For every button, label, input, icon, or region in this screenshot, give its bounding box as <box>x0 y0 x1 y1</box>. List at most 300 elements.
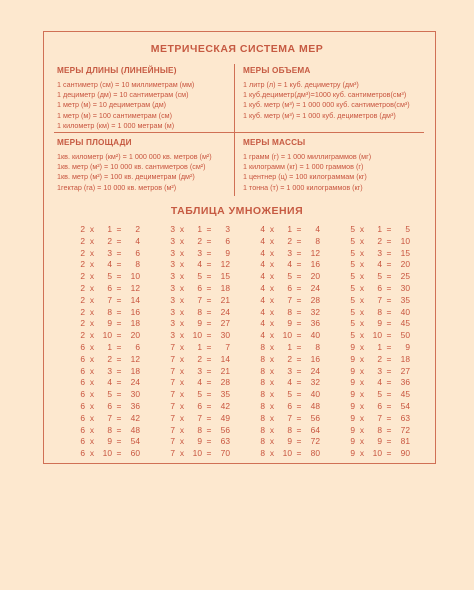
product: 21 <box>220 365 230 376</box>
times-sign: x <box>269 271 275 282</box>
product: 14 <box>130 294 140 305</box>
multiplication-row <box>75 354 140 366</box>
multiplicand: 4 <box>260 271 265 282</box>
multiplication-row <box>255 377 320 389</box>
volume-lines <box>243 80 410 121</box>
multiplicand: 2 <box>80 330 85 341</box>
multiplication-row <box>345 318 410 330</box>
multiplicand: 2 <box>80 306 85 317</box>
multiplier: 8 <box>107 424 112 435</box>
volume-line: 1 литр (л) = 1 куб. дециметру (дм³) <box>243 80 359 89</box>
multiplicand: 8 <box>260 400 265 411</box>
multiplicand: 6 <box>80 342 85 352</box>
multiplier: 6 <box>377 400 382 411</box>
product: 72 <box>310 436 320 447</box>
product: 20 <box>130 330 140 341</box>
multiplicand: 3 <box>170 306 175 317</box>
equals-sign: = <box>296 377 302 388</box>
product: 24 <box>220 306 230 317</box>
multiplication-row <box>165 224 230 236</box>
multiplier: 3 <box>197 365 202 376</box>
equals-sign: = <box>296 271 302 282</box>
equals-sign: = <box>296 400 302 411</box>
multiplication-row <box>345 248 410 260</box>
product: 64 <box>310 424 320 435</box>
multiplication-row <box>75 271 140 283</box>
equals-sign: = <box>206 235 212 246</box>
multiplication-row <box>165 436 230 448</box>
equals-sign: = <box>296 259 302 270</box>
multiplier: 4 <box>107 377 112 388</box>
equals-sign: = <box>206 412 212 423</box>
multiplier: 10 <box>192 330 202 341</box>
multiplier: 3 <box>377 365 382 376</box>
product: 24 <box>310 282 320 293</box>
times-sign: x <box>269 424 275 435</box>
times-sign: x <box>269 247 275 258</box>
product: 28 <box>310 294 320 305</box>
equals-sign: = <box>116 412 122 423</box>
product: 18 <box>400 353 410 364</box>
product: 45 <box>400 318 410 329</box>
length-line: 1 сантиметр (см) = 10 миллиметрам (мм) <box>57 80 195 89</box>
multiplication-row <box>165 401 230 413</box>
multiplier: 8 <box>197 306 202 317</box>
equals-sign: = <box>386 259 392 270</box>
product: 16 <box>310 259 320 270</box>
equals-sign: = <box>116 342 122 352</box>
multiplier: 9 <box>107 436 112 447</box>
multiplier: 10 <box>102 448 112 459</box>
multiplier: 5 <box>107 389 112 400</box>
equals-sign: = <box>386 330 392 341</box>
multiplication-row <box>75 236 140 248</box>
times-sign: x <box>359 389 365 400</box>
multiplier: 6 <box>287 282 292 293</box>
multiplier: 7 <box>107 412 112 423</box>
multiplication-block-7 <box>165 342 230 460</box>
multiplier: 8 <box>377 424 382 435</box>
equals-sign: = <box>296 235 302 246</box>
multiplication-row <box>165 413 230 425</box>
multiplicand: 3 <box>170 330 175 341</box>
multiplicand: 3 <box>170 294 175 305</box>
area-line: 1кв. километр (км²) = 1 000 000 кв. метров (м²) <box>57 152 212 161</box>
product: 35 <box>220 389 230 400</box>
multiplication-row <box>255 295 320 307</box>
multiplier: 2 <box>197 235 202 246</box>
multiplier: 5 <box>107 271 112 282</box>
times-sign: x <box>89 400 95 411</box>
times-sign: x <box>359 235 365 246</box>
multiplicand: 7 <box>170 412 175 423</box>
multiplication-row <box>345 295 410 307</box>
times-sign: x <box>179 365 185 376</box>
product: 54 <box>400 400 410 411</box>
product: 30 <box>130 389 140 400</box>
product: 18 <box>130 318 140 329</box>
equals-sign: = <box>386 224 392 234</box>
multiplication-row <box>255 283 320 295</box>
equals-sign: = <box>296 353 302 364</box>
multiplication-row <box>165 295 230 307</box>
equals-sign: = <box>386 448 392 459</box>
product: 16 <box>310 353 320 364</box>
equals-sign: = <box>116 235 122 246</box>
times-sign: x <box>269 353 275 364</box>
equals-sign: = <box>386 235 392 246</box>
product: 2 <box>135 224 140 234</box>
times-sign: x <box>359 436 365 447</box>
multiplier: 1 <box>377 342 382 352</box>
product: 4 <box>315 224 320 234</box>
multiplication-row <box>75 389 140 401</box>
product: 15 <box>220 271 230 282</box>
product: 25 <box>400 271 410 282</box>
equals-sign: = <box>296 330 302 341</box>
equals-sign: = <box>386 247 392 258</box>
multiplicand: 4 <box>260 235 265 246</box>
equals-sign: = <box>296 318 302 329</box>
multiplication-row <box>75 366 140 378</box>
multiplicand: 5 <box>350 330 355 341</box>
times-sign: x <box>89 235 95 246</box>
times-sign: x <box>359 353 365 364</box>
times-sign: x <box>89 342 95 352</box>
times-sign: x <box>269 330 275 341</box>
multiplication-row <box>75 248 140 260</box>
multiplicand: 5 <box>350 294 355 305</box>
multiplication-row <box>165 236 230 248</box>
multiplier: 5 <box>377 271 382 282</box>
multiplier: 5 <box>197 271 202 282</box>
product: 36 <box>400 377 410 388</box>
times-sign: x <box>89 448 95 459</box>
times-sign: x <box>89 436 95 447</box>
multiplicand: 9 <box>350 389 355 400</box>
multiplication-row <box>165 318 230 330</box>
multiplicand: 6 <box>80 377 85 388</box>
times-sign: x <box>179 306 185 317</box>
times-sign: x <box>359 259 365 270</box>
product: 9 <box>225 247 230 258</box>
multiplier: 10 <box>372 330 382 341</box>
product: 8 <box>135 259 140 270</box>
equals-sign: = <box>386 342 392 352</box>
multiplier: 1 <box>107 224 112 234</box>
mass-section-title: МЕРЫ МАССЫ <box>243 138 306 147</box>
equals-sign: = <box>296 424 302 435</box>
area-section-title: МЕРЫ ПЛОЩАДИ <box>57 138 132 147</box>
product: 21 <box>220 294 230 305</box>
multiplier: 5 <box>377 389 382 400</box>
multiplication-row <box>255 307 320 319</box>
times-sign: x <box>179 259 185 270</box>
multiplicand: 4 <box>260 224 265 234</box>
mass-line: 1 тонна (т) = 1 000 килограммов (кг) <box>243 182 363 192</box>
multiplier: 4 <box>287 259 292 270</box>
equals-sign: = <box>206 365 212 376</box>
multiplication-row <box>345 401 410 413</box>
product: 32 <box>310 306 320 317</box>
equals-sign: = <box>206 424 212 435</box>
equals-sign: = <box>116 294 122 305</box>
product: 4 <box>135 235 140 246</box>
times-sign: x <box>269 412 275 423</box>
product: 27 <box>220 318 230 329</box>
multiplicand: 9 <box>350 412 355 423</box>
times-sign: x <box>179 377 185 388</box>
multiplier: 7 <box>197 412 202 423</box>
equals-sign: = <box>206 271 212 282</box>
equals-sign: = <box>386 365 392 376</box>
product: 80 <box>310 448 320 459</box>
product: 27 <box>400 365 410 376</box>
multiplicand: 9 <box>350 448 355 459</box>
multiplier: 3 <box>377 247 382 258</box>
product: 20 <box>310 271 320 282</box>
times-sign: x <box>179 412 185 423</box>
multiplication-row <box>255 354 320 366</box>
multiplication-row <box>255 389 320 401</box>
times-sign: x <box>89 377 95 388</box>
equals-sign: = <box>296 448 302 459</box>
times-sign: x <box>269 342 275 352</box>
multiplicand: 9 <box>350 436 355 447</box>
multiplication-row <box>75 295 140 307</box>
multiplicand: 7 <box>170 342 175 352</box>
multiplicand: 3 <box>170 224 175 234</box>
equals-sign: = <box>386 271 392 282</box>
multiplier: 10 <box>372 448 382 459</box>
times-sign: x <box>89 412 95 423</box>
multiplicand: 8 <box>260 448 265 459</box>
times-sign: x <box>359 448 365 459</box>
multiplicand: 2 <box>80 259 85 270</box>
multiplier: 9 <box>197 318 202 329</box>
multiplier: 9 <box>377 436 382 447</box>
times-sign: x <box>269 235 275 246</box>
equals-sign: = <box>206 377 212 388</box>
length-lines <box>57 80 194 131</box>
product: 18 <box>130 365 140 376</box>
multiplicand: 6 <box>80 353 85 364</box>
multiplication-row <box>345 425 410 437</box>
multiplier: 2 <box>107 235 112 246</box>
multiplier: 4 <box>377 259 382 270</box>
multiplicand: 2 <box>80 247 85 258</box>
multiplicand: 2 <box>80 271 85 282</box>
multiplication-row <box>165 248 230 260</box>
multiplier: 6 <box>197 400 202 411</box>
multiplication-row <box>165 366 230 378</box>
multiplicand: 6 <box>80 424 85 435</box>
product: 10 <box>130 271 140 282</box>
multiplier: 6 <box>377 282 382 293</box>
times-sign: x <box>179 400 185 411</box>
times-sign: x <box>269 448 275 459</box>
equals-sign: = <box>206 294 212 305</box>
multiplicand: 8 <box>260 436 265 447</box>
times-sign: x <box>179 282 185 293</box>
times-sign: x <box>89 259 95 270</box>
multiplicand: 5 <box>350 271 355 282</box>
multiplication-row <box>255 248 320 260</box>
product: 7 <box>225 342 230 352</box>
equals-sign: = <box>116 389 122 400</box>
multiplier: 8 <box>377 306 382 317</box>
multiplicand: 7 <box>170 377 175 388</box>
equals-sign: = <box>116 377 122 388</box>
multiplication-block-9 <box>345 342 410 460</box>
multiplication-row <box>345 330 410 342</box>
multiplication-row <box>165 389 230 401</box>
times-sign: x <box>359 377 365 388</box>
equals-sign: = <box>116 247 122 258</box>
multiplier: 9 <box>197 436 202 447</box>
multiplier: 5 <box>287 271 292 282</box>
multiplicand: 7 <box>170 389 175 400</box>
multiplicand: 6 <box>80 436 85 447</box>
times-sign: x <box>269 389 275 400</box>
times-sign: x <box>179 318 185 329</box>
equals-sign: = <box>116 365 122 376</box>
multiplicand: 2 <box>80 318 85 329</box>
multiplier: 3 <box>107 247 112 258</box>
multiplication-block-2 <box>75 224 140 342</box>
multiplication-row <box>165 354 230 366</box>
product: 40 <box>400 306 410 317</box>
equals-sign: = <box>116 306 122 317</box>
multiplier: 2 <box>377 235 382 246</box>
times-sign: x <box>179 224 185 234</box>
multiplication-block-6 <box>75 342 140 460</box>
multiplier: 9 <box>287 318 292 329</box>
equals-sign: = <box>386 389 392 400</box>
product: 63 <box>400 412 410 423</box>
multiplier: 5 <box>287 389 292 400</box>
multiplicand: 9 <box>350 353 355 364</box>
multiplier: 9 <box>287 436 292 447</box>
multiplier: 5 <box>197 389 202 400</box>
equals-sign: = <box>296 282 302 293</box>
multiplier: 10 <box>282 330 292 341</box>
times-sign: x <box>269 436 275 447</box>
multiplication-row <box>165 307 230 319</box>
product: 6 <box>135 342 140 352</box>
multiplicand: 8 <box>260 377 265 388</box>
multiplier: 10 <box>102 330 112 341</box>
multiplication-row <box>345 389 410 401</box>
equals-sign: = <box>206 330 212 341</box>
multiplication-row <box>75 318 140 330</box>
product: 70 <box>220 448 230 459</box>
product: 12 <box>130 353 140 364</box>
product: 9 <box>405 342 410 352</box>
multiplication-row <box>345 377 410 389</box>
equals-sign: = <box>296 365 302 376</box>
equals-sign: = <box>296 294 302 305</box>
equals-sign: = <box>206 259 212 270</box>
multiplicand: 7 <box>170 448 175 459</box>
equals-sign: = <box>116 400 122 411</box>
equals-sign: = <box>296 412 302 423</box>
multiplication-row <box>345 448 410 460</box>
equals-sign: = <box>386 436 392 447</box>
multiplier: 4 <box>287 377 292 388</box>
multiplication-row <box>165 425 230 437</box>
product: 10 <box>400 235 410 246</box>
equals-sign: = <box>296 389 302 400</box>
multiplication-block-8 <box>255 342 320 460</box>
length-line: 1 метр (м) = 100 сантиметрам (см) <box>57 110 173 120</box>
equals-sign: = <box>206 282 212 293</box>
product: 72 <box>400 424 410 435</box>
multiplicand: 3 <box>170 271 175 282</box>
multiplicand: 4 <box>260 259 265 270</box>
product: 35 <box>400 294 410 305</box>
times-sign: x <box>269 365 275 376</box>
multiplication-row <box>75 425 140 437</box>
equals-sign: = <box>116 282 122 293</box>
multiplicand: 8 <box>260 353 265 364</box>
multiplier: 3 <box>287 365 292 376</box>
multiplicand: 9 <box>350 377 355 388</box>
product: 60 <box>130 448 140 459</box>
product: 8 <box>315 342 320 352</box>
multiplicand: 9 <box>350 424 355 435</box>
times-sign: x <box>179 271 185 282</box>
multiplication-row <box>345 271 410 283</box>
multiplication-row <box>165 283 230 295</box>
multiplier: 6 <box>107 400 112 411</box>
multiplication-row <box>345 354 410 366</box>
equals-sign: = <box>116 436 122 447</box>
product: 54 <box>130 436 140 447</box>
equals-sign: = <box>296 224 302 234</box>
multiplicand: 3 <box>170 318 175 329</box>
times-sign: x <box>269 377 275 388</box>
product: 30 <box>400 282 410 293</box>
multiplier: 7 <box>377 412 382 423</box>
times-sign: x <box>269 318 275 329</box>
multiplication-row <box>255 271 320 283</box>
multiplication-row <box>345 224 410 236</box>
product: 6 <box>135 247 140 258</box>
volume-section-title: МЕРЫ ОБЪЕМА <box>243 66 311 75</box>
multiplier: 10 <box>192 448 202 459</box>
equals-sign: = <box>386 424 392 435</box>
area-lines <box>57 152 212 193</box>
product: 40 <box>310 389 320 400</box>
multiplier: 4 <box>107 259 112 270</box>
multiplier: 1 <box>287 224 292 234</box>
multiplication-row <box>255 318 320 330</box>
times-sign: x <box>179 294 185 305</box>
multiplicand: 6 <box>80 448 85 459</box>
times-sign: x <box>269 282 275 293</box>
product: 36 <box>310 318 320 329</box>
horizontal-divider <box>54 132 424 133</box>
equals-sign: = <box>296 436 302 447</box>
multiplier: 9 <box>377 318 382 329</box>
equals-sign: = <box>116 259 122 270</box>
product: 42 <box>220 400 230 411</box>
multiplier: 1 <box>197 342 202 352</box>
multiplier: 2 <box>107 353 112 364</box>
multiplication-row <box>165 330 230 342</box>
multiplier: 3 <box>107 365 112 376</box>
